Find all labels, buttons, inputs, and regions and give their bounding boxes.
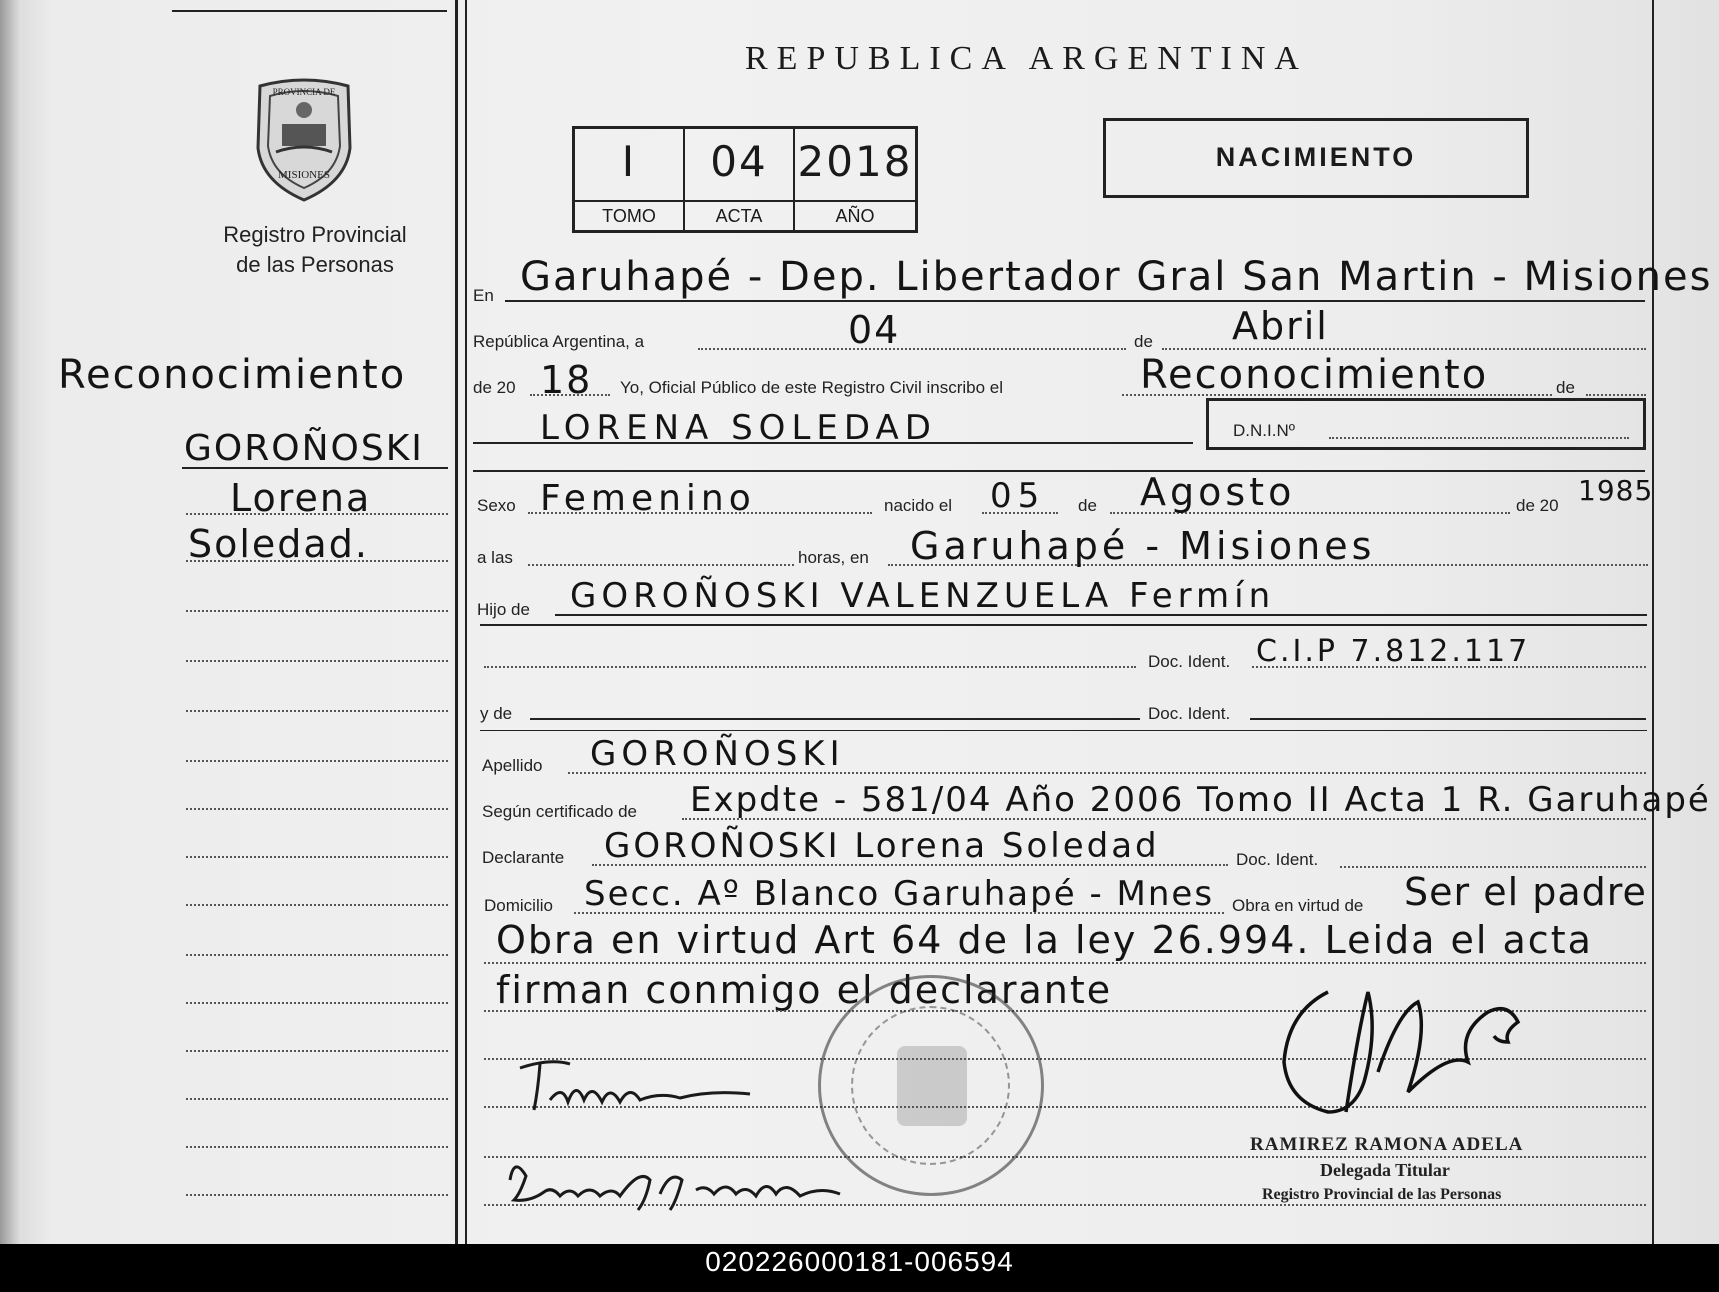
svg-text:MISIONES: MISIONES [278, 169, 330, 181]
margin-line [186, 560, 448, 562]
page-binding [0, 0, 22, 1244]
signature-declarant [500, 1150, 860, 1220]
label-hijo-de: Hijo de [477, 600, 530, 619]
label-apellido: Apellido [482, 756, 543, 775]
value-birth-place: Garuhapé - Misiones [910, 524, 1376, 568]
tomo-cell [575, 129, 685, 230]
official-title: Delegada Titular [1320, 1160, 1450, 1180]
registry-table [572, 126, 918, 233]
dots-hour [528, 564, 794, 566]
value-surname: GOROÑOSKI [590, 734, 845, 774]
rule-mother-doc [1250, 718, 1646, 720]
official-name: RAMIREZ RAMONA ADELA [1250, 1134, 1524, 1155]
margin-act-type: Reconocimiento [58, 352, 407, 398]
section-rule [473, 470, 1645, 472]
signature-father [510, 1050, 770, 1120]
dots-declarant-doc [1340, 866, 1646, 868]
margin-line [186, 904, 448, 906]
label-obra-en-virtud: Obra en virtud de [1232, 896, 1364, 915]
dots-month [1162, 348, 1646, 350]
dots-certificate [682, 818, 1646, 820]
right-border [1652, 0, 1654, 1244]
label-de-month: de [1134, 332, 1153, 351]
dots-surname [568, 772, 1646, 774]
margin-line [186, 1098, 448, 1100]
anio-cell [795, 129, 915, 230]
value-day: 04 [848, 308, 901, 352]
label-nacido-el: nacido el [884, 496, 953, 515]
act-type-box: NACIMIENTO [1103, 118, 1529, 198]
document-barcode-number: 020226000181-006594 [705, 1246, 1014, 1277]
rule-person-name [473, 442, 1193, 444]
value-father-doc: C.I.P 7.812.117 [1256, 634, 1531, 669]
label-y-de: y de [480, 704, 513, 723]
country-title: REPUBLICA ARGENTINA [745, 40, 1308, 77]
dni-box [1206, 398, 1646, 450]
label-doc-ident-declarant: Doc. Ident. [1236, 850, 1319, 869]
acta-cell [685, 129, 795, 230]
value-certificate: Expdte - 581/04 Año 2006 Tomo II Acta 1 R. Garuhapé [690, 780, 1711, 820]
value-birth-month: Agosto [1140, 470, 1296, 514]
value-address: Secc. Aº Blanco Garuhapé - Mnes [584, 874, 1215, 914]
label-de-act: de [1556, 378, 1575, 397]
value-year-suffix: 18 [540, 358, 593, 402]
label-yo-oficial: Yo, Oficial Público de este Registro Civil inscribo el [620, 378, 1003, 397]
dots-day [698, 348, 1126, 350]
left-column-border-inner [465, 0, 467, 1244]
value-father: GOROÑOSKI VALENZUELA Fermín [570, 576, 1276, 616]
label-de-birth-month: de [1078, 496, 1097, 515]
dots-dni [1329, 437, 1629, 439]
province-emblem-icon [246, 78, 362, 204]
value-note-line1: Obra en virtud Art 64 de la ley 26.994. Leida el acta [496, 918, 1593, 962]
margin-line [186, 954, 448, 956]
label-sexo: Sexo [477, 496, 516, 515]
margin-line [186, 1194, 448, 1196]
value-month: Abril [1232, 304, 1329, 348]
margin-line [186, 808, 448, 810]
acta-label: ACTA [685, 200, 793, 230]
margin-line [186, 856, 448, 858]
margin-line [186, 760, 448, 762]
registry-name-line2: de las Personas [236, 252, 394, 277]
value-place: Garuhapé - Dep. Libertador Gral San Martin - Misiones [520, 254, 1713, 300]
seal-coat-of-arms [897, 1046, 967, 1126]
margin-surname-rule [182, 467, 448, 469]
tomo-value: I [621, 137, 637, 186]
margin-line [186, 1002, 448, 1004]
label-de-20: de 20 [473, 378, 516, 397]
value-birth-day: 05 [990, 476, 1046, 516]
rule-mother-2 [480, 730, 1647, 731]
margin-line [186, 710, 448, 712]
dots-act-end [1586, 394, 1646, 396]
rule-father-2 [480, 624, 1647, 626]
left-column-border [455, 0, 458, 1244]
margin-line [186, 1146, 448, 1148]
margin-surname: GOROÑOSKI [184, 428, 424, 469]
rule-place [505, 300, 1645, 302]
svg-text:PROVINCIA DE: PROVINCIA DE [272, 87, 336, 97]
label-horas-en: horas, en [798, 548, 869, 567]
margin-name1: Lorena [230, 476, 372, 520]
label-domicilio: Domicilio [484, 896, 553, 915]
label-declarante: Declarante [482, 848, 565, 867]
value-note-line2: firman conmigo el declarante [496, 968, 1113, 1012]
dots-father-extra [484, 666, 1136, 668]
dots-declarant [592, 864, 1228, 866]
acta-value: 04 [710, 137, 768, 186]
value-sex: Femenino [540, 478, 756, 519]
signature-official [1268, 972, 1538, 1142]
registry-name-line1: Registro Provincial [223, 222, 407, 247]
label-doc-ident-mother: Doc. Ident. [1148, 704, 1231, 723]
margin-name2: Soledad. [188, 522, 369, 566]
anio-label: AÑO [795, 200, 915, 230]
margin-line [186, 1050, 448, 1052]
label-en: En [473, 286, 494, 305]
label-segun-cert: Según certificado de [482, 802, 637, 821]
label-republica: República Argentina, a [473, 332, 645, 351]
margin-line [186, 660, 448, 662]
dots-address [574, 912, 1224, 914]
margin-line [186, 610, 448, 612]
label-doc-ident-father: Doc. Ident. [1148, 652, 1231, 671]
value-person-name: LORENA SOLEDAD [540, 408, 937, 448]
label-de-birth-year: de 20 [1516, 496, 1559, 515]
tomo-label: TOMO [575, 200, 683, 230]
official-office: Registro Provincial de las Personas [1262, 1186, 1502, 1203]
value-act: Reconocimiento [1140, 352, 1489, 398]
top-rule-left [172, 10, 447, 12]
margin-line [186, 513, 448, 515]
value-by-virtue: Ser el padre [1404, 870, 1647, 914]
value-birth-year: 1985 [1578, 474, 1654, 507]
label-dni: D.N.I.Nº [1233, 421, 1295, 440]
rule-father [555, 614, 1647, 616]
value-declarant: GOROÑOSKI Lorena Soledad [604, 826, 1160, 866]
anio-value: 2018 [797, 137, 913, 186]
label-a-las: a las [477, 548, 513, 567]
dots-note-line1 [484, 962, 1646, 964]
rule-mother [530, 718, 1140, 720]
